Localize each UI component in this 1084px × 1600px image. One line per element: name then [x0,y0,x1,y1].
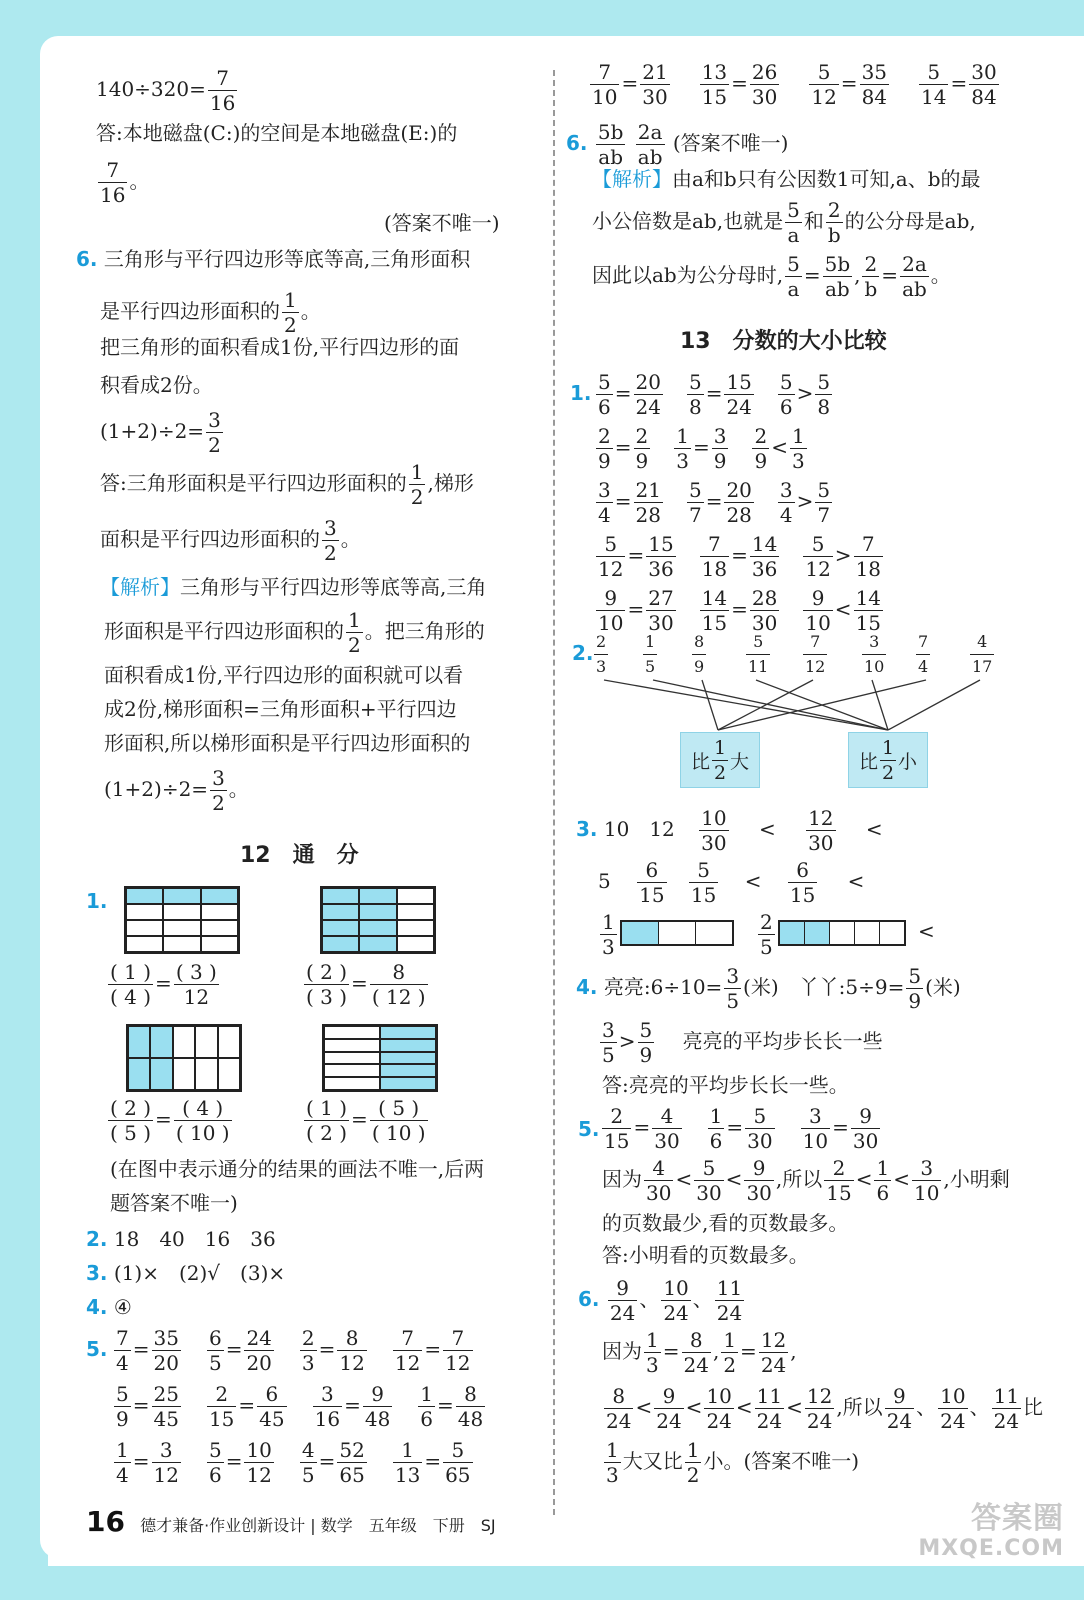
section-12-title: 12 通 分 [240,843,359,868]
r-q6-b: $\frac{8}{24}$ < $\frac{9}{24}$ < $\frac{10}{24}$ < $\frac{11}{24}$ < $\frac{12}{24}$ ,所以 $\frac{9}{24}$ 、 $\frac{10}{24}$ 、 $\frac{11}{24}$ 比 [606,1384,1044,1433]
r-q5-a: 因为 $\frac{4}{30}$ < $\frac{5}{30}$ < $\frac{9}{30}$ ,所以 $\frac{2}{15}$ < $\frac{1}{6}$ < $\frac{3}{10}$ ,小明剩 [602,1156,1010,1205]
section-13-title: 13 分数的大小比较 [680,329,887,354]
left-analysis3: 面积看成1份,平行四边形的面积就可以看 [104,663,464,687]
left-q6c: 把三角形的面积看成1份,平行四边形的面 [100,335,460,359]
r-analysis2: 小公倍数是ab,也就是 $\frac{5}{a}$ 和 $\frac{2}{b}$ 的公分母是ab, [592,198,976,247]
r-q1-row: $\frac{9}{10}$ = $\frac{27}{30}$ $\frac{14}{15}$ = $\frac{28}{30}$ $\frac{9}{10}$ < $\frac{14}{15}$ [598,586,882,635]
r-q4-e: 答:亮亮的平均步长长一些。 [602,1073,849,1097]
left-q6: 6. 三角形与平行四边形等底等高,三角形面积 [76,247,471,271]
left-q6g: 面积是平行四边形面积的 $\frac{3}{2}$ 。 [100,516,361,565]
r-q3-c-lt: < [918,919,935,943]
left-answer-frac: $\frac{7}{16}$ 。 [100,158,150,207]
r-q1-number: 1. [570,381,592,405]
note-1: (在图中表示通分的结果的画法不唯一,后两 [110,1157,485,1181]
r-q2-fraction: $\frac{4}{17}$ [972,632,993,676]
right-top-equalities: $\frac{7}{10}$ = $\frac{21}{30}$ $\frac{13}{15}$ = $\frac{26}{30}$ $\frac{5}{12}$ = $\frac{35}{84}$ $\frac{5}{14}$ = $\frac{30}{84}$ [592,60,997,109]
left-analysis6: (1+2)÷2= $\frac{3}{2}$ 。 [104,766,249,815]
r-q1-row: $\frac{5}{6}$ = $\frac{20}{24}$ $\frac{5}{8}$ = $\frac{15}{24}$ $\frac{5}{6}$ > $\frac{5}{8}$ [598,370,831,419]
page-number: 16 [86,1505,125,1538]
left-note: (答案不唯一) [384,211,500,235]
r-q4-d: $\frac{3}{5}$ > $\frac{5}{9}$ 亮亮的平均步长长一些 [602,1018,883,1067]
box-greater-than-half: 比 $\frac{1}{2}$ 大 [680,732,760,788]
r-q5-d: 的页数最少,看的页数最多。 [602,1211,849,1235]
footer-text: 德才兼备·作业创新设计 | 数学 五年级 下册 SJ [140,1516,496,1535]
q3-answer: 3. (1)× (2)√ (3)× [86,1261,286,1285]
r-q2-fraction: $\frac{7}{12}$ [805,632,826,676]
eq-b: $\frac{( 2 )}{( 3 )}$ = $\frac{8}{( 12 )}$ [306,960,426,1009]
r-q1-row: $\frac{2}{9}$ = $\frac{2}{9}$ $\frac{1}{3}$ = $\frac{3}{9}$ $\frac{2}{9}$ < $\frac{1}{3}$ [598,424,805,473]
eq-d: $\frac{( 1 )}{( 2 )}$ = $\frac{( 5 )}{( 10 )}$ [306,1096,426,1145]
q2-answer: 2. 18 40 16 36 [86,1227,276,1251]
r6: 6. $\frac{5b}{ab}$ $\frac{2a}{ab}$ (答案不唯一) [566,120,789,169]
eq-a: $\frac{( 1 )}{( 4 )}$ = $\frac{( 3 )}{12}$ [110,960,217,1009]
r-q1-row: $\frac{3}{4}$ = $\frac{21}{28}$ $\frac{5}{7}$ = $\frac{20}{28}$ $\frac{3}{4}$ > $\frac{5}{7}$ [598,478,831,527]
left-q6b: 是平行四边形面积的 $\frac{1}{2}$ 。 [100,288,321,337]
left-answer-line: 答:本地磁盘(C:)的空间是本地磁盘(E:)的 [96,121,458,145]
r-q2-fraction: $\frac{5}{11}$ [748,632,769,676]
r-q3-b: 5 $\frac{6}{15}$ $\frac{5}{15}$ < $\frac{6}{15}$ < [598,858,865,907]
r-q6-a: 因为 $\frac{1}{3}$ = $\frac{8}{24}$ , $\frac{1}{2}$ = $\frac{12}{24}$ , [602,1328,797,1377]
bar-thirds [620,920,734,946]
q5-row: $\frac{1}{4}$ = $\frac{3}{12}$ $\frac{5}{6}$ = $\frac{10}{12}$ $\frac{4}{5}$ = $\frac{52}{65}$ $\frac{1}{13}$ = $\frac{5}{65}$ [116,1438,471,1487]
r-q1-row: $\frac{5}{12}$ = $\frac{15}{36}$ $\frac{7}{18}$ = $\frac{14}{36}$ $\frac{5}{12}$ > $\frac{7}{18}$ [598,532,882,581]
r-q2-fraction: $\frac{2}{3}$ [596,632,607,676]
bar-fifths [778,920,906,946]
r-q2-fraction: $\frac{8}{9}$ [694,632,705,676]
r-q5-equalities: $\frac{2}{15}$ = $\frac{4}{30}$ $\frac{1}{6}$ = $\frac{5}{30}$ $\frac{3}{10}$ = $\frac{9}{30}$ [604,1104,879,1153]
r-q2-fraction: $\frac{3}{10}$ [864,632,885,676]
note-2: 题答案不唯一) [110,1191,238,1215]
q5-number: 5. [86,1337,108,1361]
box-less-than-half: 比 $\frac{1}{2}$ 小 [848,732,928,788]
r-q6: 6. $\frac{9}{24}$ 、 $\frac{10}{24}$ 、 $\frac{11}{24}$ [578,1276,743,1325]
r-q2-fraction: $\frac{7}{4}$ [918,632,929,676]
q5-row: $\frac{5}{9}$ = $\frac{25}{45}$ $\frac{2}{15}$ = $\frac{6}{45}$ $\frac{3}{16}$ = $\frac{9}{48}$ $\frac{1}{6}$ = $\frac{8}{48}$ [116,1382,484,1431]
r-q6-c: $\frac{1}{3}$ 大又比 $\frac{1}{2}$ 小。(答案不唯一) [606,1438,860,1487]
r-q3-c2: $\frac{2}{5}$ [760,910,773,959]
r-q3-c: $\frac{1}{3}$ [602,910,615,959]
q1-number: 1. [86,889,108,913]
watermark: 答案圈 MXQE.COM [918,1501,1064,1561]
eq-c: $\frac{( 2 )}{( 5 )}$ = $\frac{( 4 )}{( 10 )}$ [110,1096,230,1145]
q4-answer: 4. ④ [86,1295,132,1319]
left-analysis2: 形面积是平行四边形面积的 $\frac{1}{2}$ 。把三角形的 [104,608,485,657]
r-q5-number: 5. [578,1117,600,1141]
left-analysis1: 【解析】三角形与平行四边形等底等高,三角 [100,575,487,599]
r-q2-number: 2. [572,641,594,665]
r-q5-e: 答:小明看的页数最多。 [602,1243,809,1267]
footer [86,1505,496,1538]
r-analysis1: 【解析】由a和b只有公因数1可知,a、b的最 [592,167,981,191]
q5-row: $\frac{7}{4}$ = $\frac{35}{20}$ $\frac{6}{5}$ = $\frac{24}{20}$ $\frac{2}{3}$ = $\frac{8}{12}$ $\frac{7}{12}$ = $\frac{7}{12}$ [116,1326,471,1375]
left-line1: 140÷320= $\frac{7}{16}$ [96,66,236,115]
r-q4-a: 4. 亮亮:6÷10= $\frac{3}{5}$ (米) 丫丫:5÷9= $\frac{5}{9}$ (米) [576,964,961,1013]
left-q6d: 积看成2份。 [100,373,213,397]
r-analysis3: 因此以ab为公分母时, $\frac{5}{a}$ = $\frac{5b}{ab}$ , $\frac{2}{b}$ = $\frac{2a}{ab}$ 。 [592,252,951,301]
left-analysis5: 形面积,所以梯形面积是平行四边形面积的 [104,731,471,755]
left-q6f: 答:三角形面积是平行四边形面积的 $\frac{1}{2}$ ,梯形 [100,460,474,509]
r-q3-a: 3. 10 12 $\frac{10}{30}$ < $\frac{12}{30}$ < [576,806,883,855]
left-analysis4: 成2份,梯形面积=三角形面积+平行四边 [104,697,457,721]
left-q6e: (1+2)÷2= $\frac{3}{2}$ [100,408,221,457]
r-q2-fraction: $\frac{1}{5}$ [645,632,656,676]
